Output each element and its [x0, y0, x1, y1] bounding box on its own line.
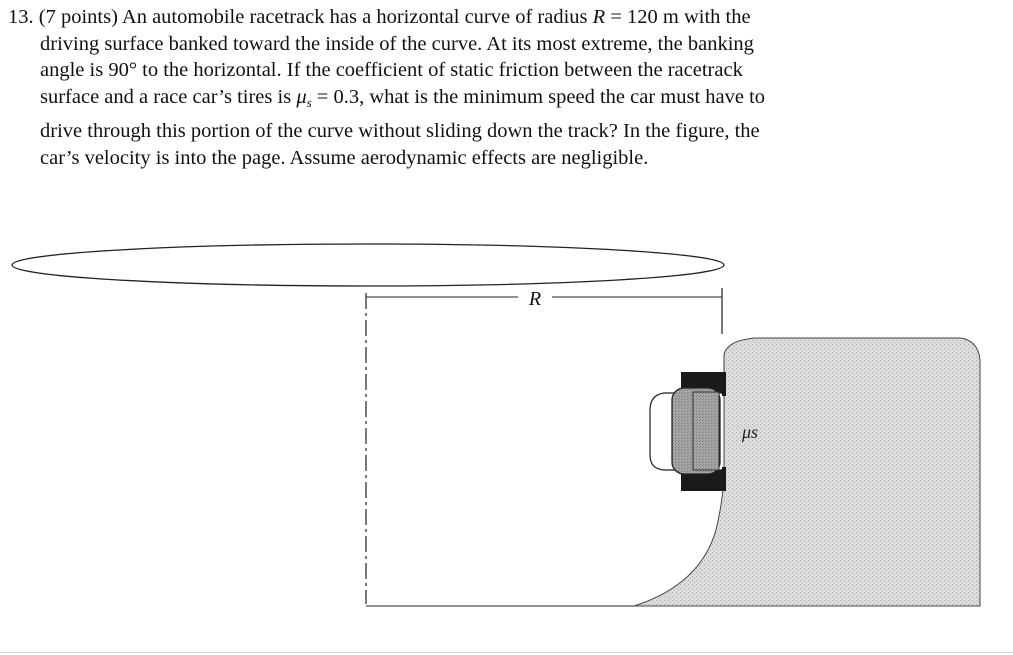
friction-label: μs — [742, 422, 759, 442]
radius-symbol: R — [592, 6, 606, 28]
problem-line-3: angle is 90° to the horizontal. If the coefficient of static friction between the racetrack — [40, 59, 743, 81]
problem-line-5: drive through this portion of the curve without sliding down the track? In the figure, the — [40, 120, 760, 142]
problem-text-4b: = 0.3, what is the minimum speed the car must have to — [316, 85, 766, 108]
problem-number: 13. — [8, 6, 34, 28]
mu-subscript: s — [306, 94, 312, 110]
problem-text-4a: surface and a race car’s tires is — [40, 85, 292, 108]
problem-text-1: An automobile racetrack has a horizontal curve of radius — [121, 6, 588, 28]
problem-line-2: driving surface banked toward the inside of the curve. At its most extreme, the banking — [40, 32, 754, 55]
mu-symbol: μ — [296, 85, 307, 108]
track-top-view-ellipse — [12, 244, 724, 286]
radius-value: = 120 m with the — [610, 6, 751, 28]
bottom-divider — [0, 652, 1013, 653]
problem-line-6: car’s velocity is into the page. Assume aerodynamic effects are negligible. — [40, 146, 649, 169]
radius-label: R — [528, 288, 542, 310]
car-window — [693, 392, 719, 470]
problem-points: (7 points) — [38, 6, 118, 28]
